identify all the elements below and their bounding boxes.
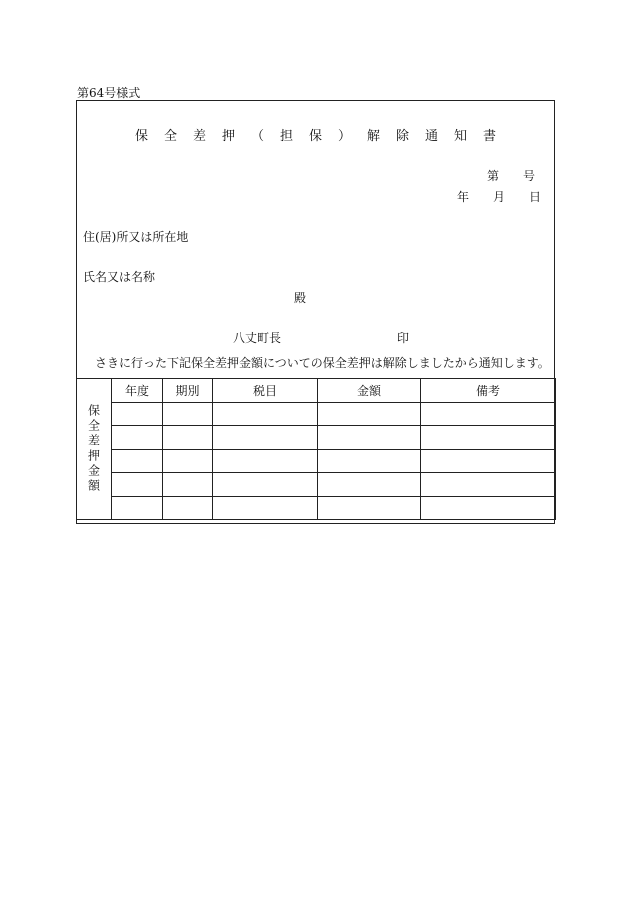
- title-char: 保: [308, 129, 322, 144]
- honorific: 殿: [294, 291, 307, 305]
- seal-mark: 印: [397, 331, 410, 345]
- title-char: 知: [453, 129, 467, 144]
- cell[interactable]: [112, 402, 163, 426]
- header-period: 期別: [163, 379, 213, 403]
- date-day: 日: [529, 190, 542, 204]
- table-header-row: [77, 379, 556, 403]
- cell[interactable]: [163, 402, 213, 426]
- cell[interactable]: [213, 473, 318, 497]
- notice-form: [76, 100, 555, 524]
- title-char: 保: [134, 129, 148, 144]
- date-year: 年: [457, 190, 470, 204]
- cell[interactable]: [318, 402, 421, 426]
- cell[interactable]: [213, 402, 318, 426]
- date-month: 月: [493, 190, 506, 204]
- cell[interactable]: [318, 473, 421, 497]
- table-row: [77, 426, 556, 450]
- name-label: 氏名又は名称: [83, 270, 156, 284]
- table-row: [77, 473, 556, 497]
- cell[interactable]: [421, 496, 556, 520]
- title-char: 書: [482, 129, 496, 144]
- table-row: [77, 449, 556, 473]
- side-label-cell: [77, 379, 112, 520]
- cell[interactable]: [318, 496, 421, 520]
- address-label: 住(居)所又は所在地: [83, 230, 189, 244]
- amount-table: [76, 378, 556, 520]
- cell[interactable]: [163, 449, 213, 473]
- number-prefix: 第: [487, 169, 500, 183]
- header-remarks: 備考: [421, 379, 556, 403]
- cell[interactable]: [112, 496, 163, 520]
- header-fiscal-year: 年度: [112, 379, 163, 403]
- title-char: 押: [221, 129, 235, 144]
- form-title: [77, 125, 554, 144]
- title-char: 差: [192, 129, 206, 144]
- cell[interactable]: [318, 426, 421, 450]
- table-row: [77, 402, 556, 426]
- cell[interactable]: [163, 426, 213, 450]
- title-char: 除: [395, 129, 409, 144]
- side-label: 保全差押金額: [86, 404, 101, 494]
- cell[interactable]: [213, 426, 318, 450]
- form-number: 第64号様式: [77, 86, 141, 100]
- cell[interactable]: [213, 449, 318, 473]
- title-char: 通: [424, 129, 438, 144]
- cell[interactable]: [112, 426, 163, 450]
- title-char: ）: [337, 129, 351, 144]
- title-char: （: [250, 129, 264, 144]
- cell[interactable]: [112, 449, 163, 473]
- issuer-name: 八丈町長: [233, 331, 282, 345]
- cell[interactable]: [421, 402, 556, 426]
- cell[interactable]: [112, 473, 163, 497]
- cell[interactable]: [421, 426, 556, 450]
- cell[interactable]: [421, 473, 556, 497]
- title-char: 全: [163, 129, 177, 144]
- cell[interactable]: [163, 496, 213, 520]
- cell[interactable]: [213, 496, 318, 520]
- cell[interactable]: [421, 449, 556, 473]
- header-amount: 金額: [318, 379, 421, 403]
- table-row: [77, 496, 556, 520]
- notice-body: さきに行った下記保全差押金額についての保全差押は解除しましたから通知します。: [95, 356, 550, 370]
- title-char: 担: [279, 129, 293, 144]
- title-char: 解: [366, 129, 380, 144]
- cell[interactable]: [318, 449, 421, 473]
- cell[interactable]: [163, 473, 213, 497]
- number-suffix: 号: [523, 169, 536, 183]
- header-tax-item: 税目: [213, 379, 318, 403]
